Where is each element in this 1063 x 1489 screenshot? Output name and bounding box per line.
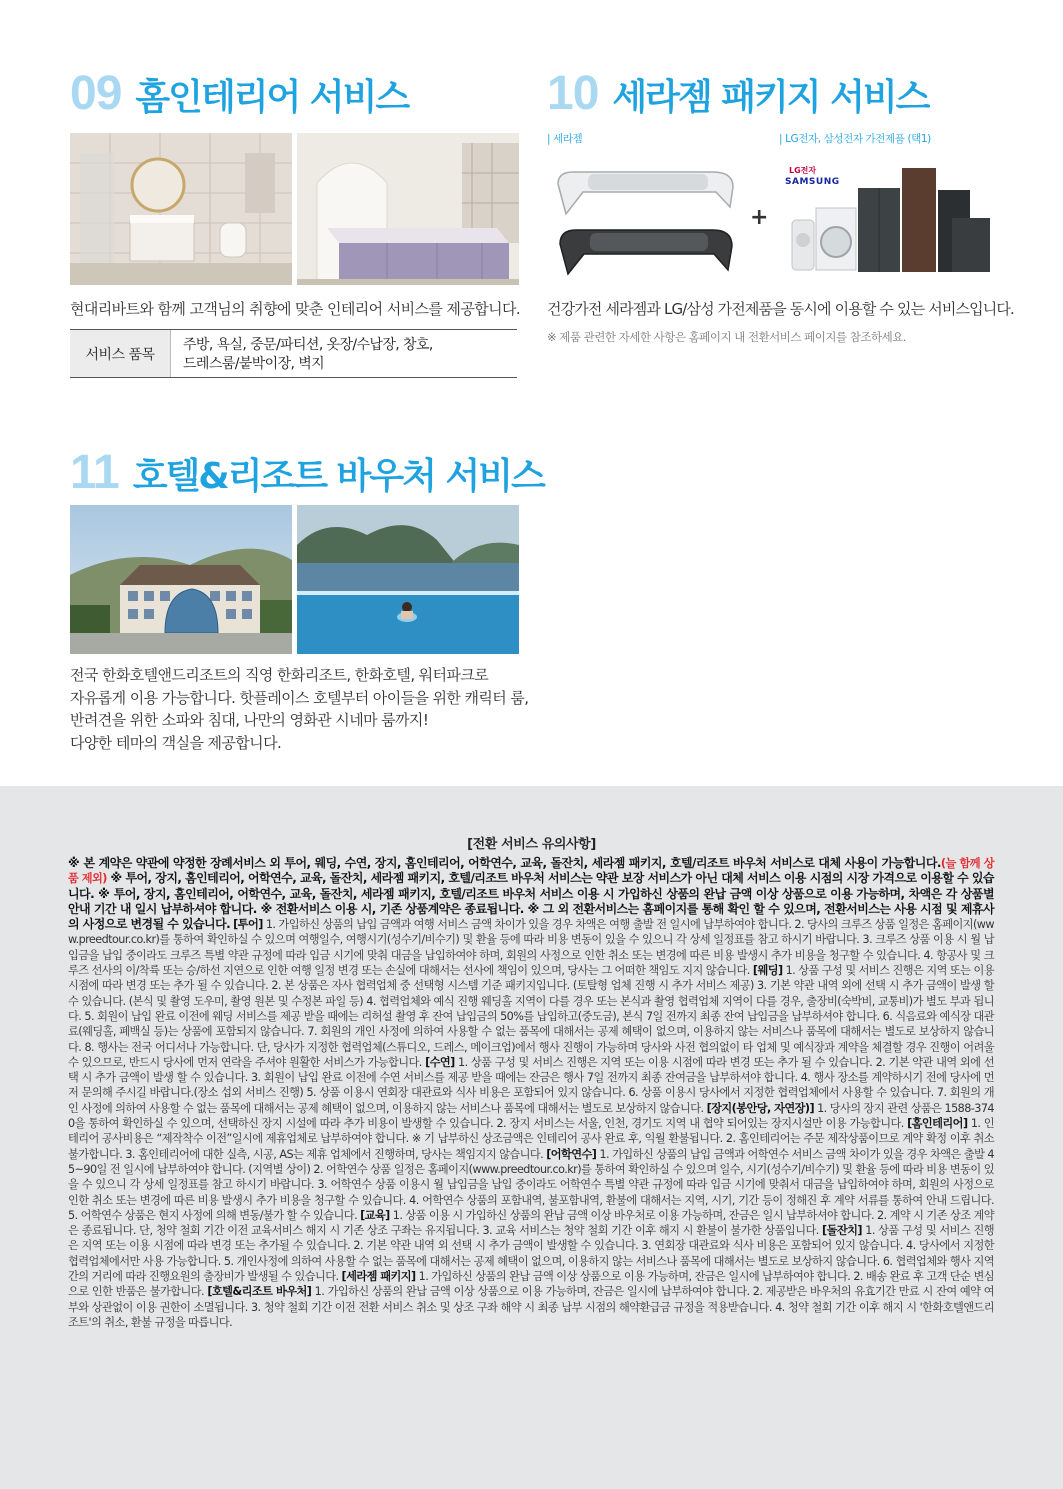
notice-tour-text: 1. 가입하신 상품의 납입 금액과 여행 서비스 금액 차이가 있을 경우 차액은 여행 출발 전 일시에 납부하여야 합니다. 2. 당사의 크루즈 상품 일정은 홈페이지(www.preedtour.co.kr)를 통하여 확인하실 수 있으며 여행일수, 여행시기(성수기/비수기) 및 환율 등에 따라 비용 변동이 있을 수 있으니 각 상세 일정표를 참고 하시기 바랍니다. 3. 크루즈 상품 이용 시 월 납입금을 납입 중이라도 크루즈 특별 약관 규정에 따라 입금 시기에 맞춰 대금을 납입하여야 하며, 회원의 사정으로 인한 취소 또는 변경에 따른 비용 발생시 추가 비용을 청구할 수 있습니다. 4. 항공사 및 크루즈 선사의 이/착륙 또는 승/하선 지연으로 인한 여행 일정 변경 또는 손실에 대해서는 선사에 책임이 있으며, 당사는 그 어떠한 책임도 지지 않습니다.	[68, 918, 994, 978]
notice-dol-text: 1. 상품 구성 및 서비스 진행은 지역 또는 이용 시점에 따라 변경 또는 추가될 수 있습니다. 2. 기본 약관 내역 외 선택 시 추가 금액이 발생할 수 있습니다. 3. 연회장 대관료와 식사 비용은 포함되어 있지 않습니다. 4. 당사에서 지정한 협력업체에서만 사용 가능합니다. 5. 개인사정에 의하여 사용할 수 없는 품목에 대해서는 공제 혜택이 없으며, 이용하지 않는 서비스나 품목에 대해서는 별도로 보상하지 않습니다. 6. 협력업체와 행사 지역간의 거리에 따라 진행요원의 출장비가 발생될 수 있습니다.	[68, 1224, 994, 1284]
notice-ceragem-heading: [세라젬 패키지]	[341, 1270, 416, 1284]
notice-hotel-text: 1. 가입하신 상품의 완납 금액 이상 상품으로 이용 가능하며, 잔금은 일시에 납부하여야 합니다. 2. 제공받은 바우처의 유효기간 만료 시 잔여 예약 여부와 상관없이 이용 권한이 소멸됩니다. 3. 청약 철회 기간 이전 전환 서비스 취소 및 상조 구좌 해약 시 최종 납부 시점의 해약환급금 규정을 적용받습니다. 4. 청약 철회 기간 이후 해지 시 '한화호텔앤드리조트'의 취소, 환불 규정을 따릅니다.	[68, 1285, 994, 1329]
ceragem-product-image	[548, 162, 743, 282]
notice-wedding-text: 1. 상품 구성 및 서비스 진행은 지역 또는 이용 시점에 따라 변경 또는 추가 될 수 있습니다. 2. 본 상품은 자사 협력업체 중 선택형 시스템 기준 패키지입니다. (토탈형 업체 진행 시 추가 서비스 제공) 3. 기본 약관 내역 외에 선택 시 추가 금액이 발생 할 수 있습니다. (본식 및 촬영 도우미, 촬영 원본 및 수정본 파일 등) 4. 협력업체와 예식 진행 웨딩홀 지역이 다를 경우 또는 본식과 촬영 협력업체 지역이 다를 경우, 출장비(숙박비, 교통비)가 별도 부과 됩니다. 5. 회원이 납입 완료 이전에 웨딩 서비스를 제공 받을 때에는 리허설 촬영 후 잔여 납입금의 50%를 납입하고(중도금), 본식 7일 전까지 최종 잔여 납입금을 납부하셔야 합니다. 6. 식음료와 예식장 대관료(웨딩홀, 폐백실 등)는 상품에 포함되지 않습니다. 7. 회원의 개인 사정에 의하여 사용할 수 없는 품목에 대해서는 공제 혜택이 없으며, 이용하지 않는 서비스나 품목에 대해서는 별도로 보상하지 않습니다. 8. 행사는 전국 어디서나 가능합니다. 단, 당사가 지정한 협력업체(스튜디오, 드레스, 메이크업)에서 행사 진행이 가능하며 당사와 사전 협의없이 타 업체 및 예식장과 계약을 체결할 경우 진행이 어려울 수 있으므로, 반드시 당사에 먼저 연락을 주셔야 원활한 서비스가 가능합니다.	[68, 964, 994, 1069]
service-items-header: 서비스 품목	[70, 330, 171, 377]
notice-interior-text: 1. 인테리어 공사비용은 “제작착수 이전”일시에 제휴업체로 납부하여야 합니다. ※ 기 납부하신 상조금액은 인테리어 공사 완료 후, 익월 환불됩니다. 2. 홈인테리어는 주문 제작상품이므로 계약 확정 이후 취소 불가합니다. 3. 홈인테리어에 대한 실측, 시공, AS는 제휴 업체에서 진행하며, 당사는 책임지지 않습니다.	[68, 1117, 995, 1161]
notice-jangji-heading: [장지(봉안당, 자연장)]	[706, 1101, 815, 1115]
sec11-desc-line-2: 자유롭게 이용 가능합니다. 핫플레이스 호텔부터 아이들을 위한 캐릭터 룸,	[70, 688, 529, 707]
notice-lead-2: ※ 투어, 장지, 홈인테리어, 어학연수, 교육, 돌잔치, 세라젬 패키지, 호텔/리조트 바우처 서비스는 약관 보장 서비스가 아닌 대체 서비스 이용 시점의 시장 가격으로 이용할 수 있습니다. ※ 투어, 장지, 홈인테리어, 어학연수, 교육, 돌잔치, 세라젬 패키지, 호텔/리조트 바우처 서비스 이용 시 가입하신 상품의 완납 금액 이상 상품으로 이용 가능하며, 차액은 각 상품별 안내 기간 내 일시 납부하셔야 합니다. ※ 전환서비스 이용 시, 기존 상품계약은 종료됩니다. ※ 그 외 전환서비스는 홈페이지를 통해 확인 할 수 있으며, 전환서비스는 사용 시점 및 제휴사의 사정으로 변경될 수 있습니다.	[68, 871, 994, 932]
sec10-number: 10	[547, 67, 599, 120]
service-items-line-2: 드레스룸/붙박이장, 벽지	[183, 356, 325, 372]
notice-suyeon-heading: [수연]	[425, 1055, 455, 1069]
sec11-title: 호텔&리조트 바우처 서비스	[132, 456, 544, 497]
sec11-description	[70, 664, 528, 754]
notice-education-heading: [교육]	[360, 1208, 390, 1222]
sec11-heading	[70, 445, 544, 500]
samsung-brand-logo: SAMSUNG	[785, 177, 840, 187]
sec09-title: 홈인테리어 서비스	[135, 77, 409, 118]
notice-ceragem-text: 1. 가입하신 상품의 완납 금액 이상 상품으로 이용 가능하며, 잔금은 일시에 납부하여야 합니다. 2. 배송 완료 후 고객 단순 변심으로 인한 반품은 불가합니다.	[68, 1270, 994, 1299]
kitchen-photo	[297, 133, 519, 285]
appliance-label: | LG전자, 삼성전자 가전제품 (택1)	[779, 133, 931, 145]
sec09-description: 현대리바트와 함께 고객님의 취향에 맞춘 인테리어 서비스를 제공합니다.	[70, 300, 521, 318]
sec11-desc-line-3: 반려견을 위한 소파와 침대, 나만의 영화관 시네마 룸까지!	[70, 711, 429, 729]
notice-wedding-heading: [웨딩]	[752, 964, 783, 978]
resort-building-photo	[70, 505, 292, 654]
sec10-note: ※ 제품 관련한 자세한 사항은 홈페이지 내 전환서비스 페이지를 참조하세요.	[547, 330, 906, 344]
notice-education-text: 1. 상품 이용 시 가입하신 상품의 완납 금액 이상 바우처로 이용 가능하며, 잔금은 일시 납부하셔야 합니다. 2. 계약 시 기존 상조 계약은 종료됩니다. 단, 청약 철회 기간 이전 교육서비스 해지 시 기존 상조 구좌는 유지됩니다. 3. 교육 서비스는 청약 철회 기간 이후 해지 시 환불이 불가한 상품입니다.	[68, 1208, 994, 1238]
notice-language-heading: [어학연수]	[546, 1147, 597, 1161]
sec11-desc-line-4: 다양한 테마의 객실을 제공합니다.	[70, 733, 282, 752]
notice-body	[68, 856, 994, 1330]
notice-lead-1: ※ 본 계약은 약관에 약정한 장례서비스 외 투어, 웨딩, 수연, 장지, 홈인테리어, 어학연수, 교육, 돌잔치, 세라젬 패키지, 호텔/리조트 바우처 서비스로 대체 사용이 가능합니다.	[68, 856, 941, 870]
notice-tour-heading: [투어]	[233, 918, 263, 932]
bathroom-photo	[70, 133, 292, 285]
ceragem-label: | 세라젬	[547, 133, 583, 145]
notice-dol-heading: [돌잔치]	[822, 1224, 862, 1238]
sec10-heading	[547, 66, 928, 121]
service-items-cell	[171, 330, 517, 377]
notice-title: [전환 서비스 유의사항]	[467, 837, 596, 852]
service-items-line-1: 주방, 욕실, 중문/파티션, 옷장/수납장, 창호,	[183, 337, 433, 353]
sec09-number: 09	[70, 67, 122, 120]
sec11-desc-line-1: 전국 한화호텔앤드리조트의 직영 한화리조트, 한화호텔, 워터파크로	[70, 666, 489, 684]
notice-language-text: 1. 가입하신 상품의 납입 금액과 어학연수 서비스 금액 차이가 있을 경우 차액은 출발 45~90일 전 일시에 납부하여야 합니다. (지역별 상이) 2. 어학연수 상품 일정은 홈페이지(www.preedtour.co.kr)를 통하여 확인하실 수 있으며 일수, 시기(성수기/비수기) 및 환율 등에 따라 비용 변동이 있을 수 있으니 각 상세 일정표를 참고 하시기 바랍니다. 3. 어학연수 상품 이용시 월 납입금을 납입 중이라도 어학연수 특별 약관 규정에 따라 입금 시기에 맞춰서 대금을 납입하여야 하며, 회원의 사정으로 인한 취소 또는 변경에 따른 비용 발생시 추가 비용을 청구할 수 있습니다. 4. 어학연수 상품의 포함내역, 불포함내역, 환불에 대해서는 지역, 시기, 기간 등이 정해진 후 계약 서류를 통하여 안내 드립니다. 5. 어학연수 상품은 현지 사정에 의해 변동/불가 할 수 있습니다.	[68, 1147, 994, 1222]
plus-sign: +	[750, 205, 769, 230]
notice-suyeon-text: 1. 상품 구성 및 서비스 진행은 지역 또는 이용 시점에 따라 변경 또는 추가 될 수 있습니다. 2. 기본 약관 내역 외에 선택 시 추가 금액이 발생 할 수 있습니다. 3. 회원이 납입 완료 이전에 수연 서비스를 제공 받을 때에는 잔금은 행사 7일 전까지 최종 잔여금을 납부하셔야 합니다. 4. 행사 장소를 계약하시기 전에 당사에 먼저 문의해 주시길 바랍니다.(장소 섭외 서비스 진행) 5. 상품 이용시 연회장 대관료와 식사 비용은 포함되어 있지 않습니다. 6. 상품 이용시 당사에서 지정한 협력업체에서 사용할 수 있습니다. 7. 회원의 개인 사정에 의하여 사용할 수 없는 품목에 대해서는 공제 혜택이 없으며, 이용하지 않는 서비스나 품목에 대해서는 별도로 보상하지 않습니다.	[68, 1055, 995, 1115]
notice-hotel-heading: [호텔&리조트 바우처]	[207, 1285, 312, 1299]
notice-jangji-text: 1. 당사의 장지 관련 상품은 1588-3740을 통하여 확인하실 수 있으며, 선택하신 장지 시설에 따라 추가 비용이 발생할 수 있습니다. 2. 장지 서비스는 서울, 인천, 경기도 지역 내 협약 되어있는 장지시설만 이용 가능합니다.	[68, 1101, 994, 1131]
sec10-title: 세라젬 패키지 서비스	[612, 77, 929, 118]
sec11-number: 11	[70, 446, 119, 499]
sec09-heading	[70, 66, 408, 121]
notice-interior-heading: [홈인테리어]	[907, 1117, 968, 1131]
lg-brand-logo: LG전자	[789, 166, 817, 175]
sec10-description: 건강가전 세라젬과 LG/삼성 가전제품을 동시에 이용할 수 있는 서비스입니다.	[547, 300, 1014, 318]
infinity-pool-photo	[297, 505, 519, 654]
service-items-table	[70, 329, 517, 378]
notice-lead-exclusion: (늘 함께 상품 제외)	[68, 857, 994, 886]
